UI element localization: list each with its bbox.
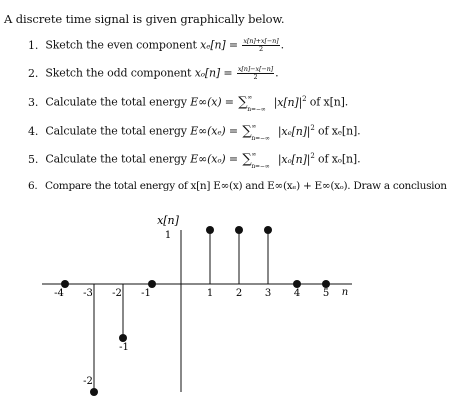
question-text: Sketch the odd component [45,66,192,80]
y-tick-label: 1 [164,230,172,241]
x-tick-label: 5 [322,288,330,299]
sum-lower-limit: n=−∞ [251,135,270,143]
y-tick-label: -2 [83,376,93,387]
question-number: 5. [28,152,39,166]
y-axis-label: x[n] [157,214,179,227]
question-tail: . [280,38,284,52]
x-tick-label: -2 [112,288,122,299]
question-tail: of xₑ[n]. [314,124,361,138]
summation: ∑ ∞ n=−∞ [242,153,251,166]
summand: |xₒ[n]| [277,152,311,166]
question-number: 4. [28,124,39,138]
y-tick-label: -1 [119,342,129,353]
x-tick-label: -3 [83,288,93,299]
fraction-numerator: x[n]+x[−n] [243,37,279,45]
fraction-denominator: 2 [258,45,263,53]
stem-point [148,280,156,288]
stem-point [235,226,243,234]
question-number: 6. [28,180,38,192]
sum-upper-limit: ∞ [247,94,253,102]
stem-point [61,280,69,288]
stem-point [264,226,272,234]
question-text: Compare the total energy of x[n] E∞(x) and E∞(xₑ) + E∞(xₒ). Draw a conclusion [45,180,447,192]
question-text: Calculate the total energy [45,124,187,138]
summation: ∑ ∞ n=−∞ [242,125,251,138]
x-axis-label: n [341,287,349,298]
stem-point [90,388,98,396]
x-ticks-group [54,288,329,299]
exponent: 2 [310,152,315,160]
question-expr: E∞(xₒ) = [190,152,238,166]
question-tail: of xₒ[n]. [314,152,361,166]
question-text: Calculate the total energy [45,152,187,166]
question-expr: xₒ[n] = [194,66,233,80]
summand: |x[n]| [273,95,303,109]
question-text: Calculate the total energy [45,95,187,109]
question-tail: . [275,66,279,80]
question-tail: of x[n]. [306,95,349,109]
question-number: 3. [28,95,39,109]
stem-point [119,334,127,342]
intro-text: A discrete time signal is given graphically below. [4,12,285,26]
x-tick-label: 4 [293,288,301,299]
question-expr: E∞(x) = [190,95,234,109]
summand: |xₑ[n]| [277,124,311,138]
fraction-numerator: x[n]−x[−n] [237,65,274,73]
stem-point [322,280,330,288]
sum-upper-limit: ∞ [251,151,257,159]
question-number: 2. [28,66,39,80]
sum-upper-limit: ∞ [251,123,257,131]
sum-lower-limit: n=−∞ [247,106,266,114]
question-number: 1. [28,38,39,52]
exponent: 2 [310,124,315,132]
sum-lower-limit: n=−∞ [251,163,270,171]
question-text: Sketch the even component [45,38,197,52]
x-tick-label: -1 [141,288,151,299]
x-tick-label: 3 [264,288,272,299]
stem-point [206,226,214,234]
x-tick-label: 2 [235,288,243,299]
question-expr: xₑ[n] = [200,38,238,52]
x-tick-label: 1 [206,288,214,299]
x-tick-label: -4 [54,288,64,299]
question-expr: E∞(xₑ) = [190,124,238,138]
fraction-denominator: 2 [253,73,258,81]
summation: ∑ ∞ n=−∞ [238,96,247,109]
stem-point [293,280,301,288]
stems-group [61,226,330,396]
exponent: 2 [302,95,307,103]
